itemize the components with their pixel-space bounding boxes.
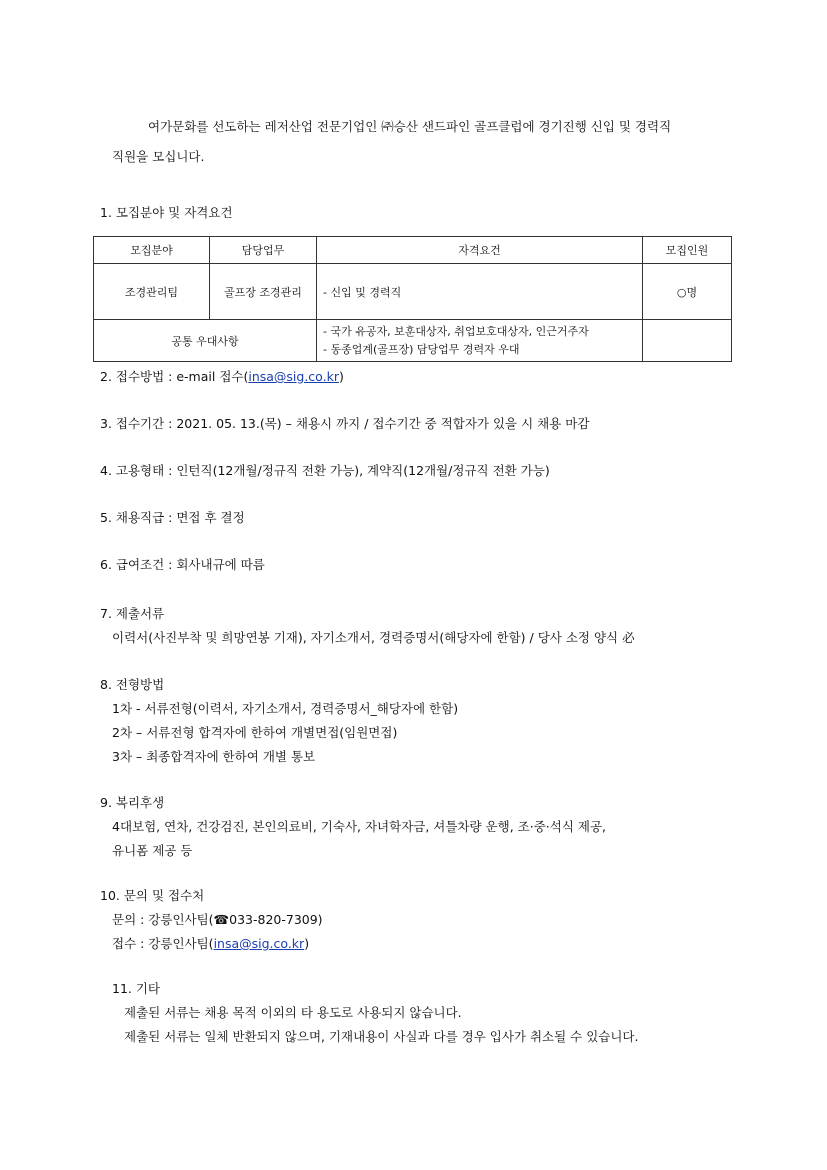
cell-count: ○명 bbox=[643, 264, 732, 320]
section-1-title-text: 1. 모집분야 및 자격요건 bbox=[100, 205, 233, 220]
section-4-text: 4. 고용형태 : 인턴직(12개월/정규직 전환 가능), 계약직(12개월/정규직 전환 가능) bbox=[100, 463, 550, 478]
section-11-line-1: 제출된 서류는 채용 목적 이외의 타 용도로 사용되지 않습니다. bbox=[124, 1005, 462, 1020]
pref-line-2: - 동종업계(골프장) 담당업무 경력자 우대 bbox=[323, 342, 520, 356]
list-item: 2차 – 서류전형 합격자에 한하여 개별면접(임원면접) bbox=[112, 725, 398, 740]
table-row bbox=[94, 264, 732, 320]
section-2-prefix: 2. 접수방법 : e-mail 접수( bbox=[100, 369, 249, 384]
cell-pref-empty bbox=[643, 320, 732, 362]
section-10 bbox=[100, 884, 323, 956]
section-11-line-2: 제출된 서류는 일체 반환되지 않으며, 기재내용이 사실과 다를 경우 입사가 취소될 수 있습니다. bbox=[124, 1029, 639, 1044]
section-6 bbox=[100, 555, 265, 575]
section-6-text: 6. 급여조건 : 회사내규에 따름 bbox=[100, 557, 265, 572]
cell-pref-details bbox=[317, 320, 643, 362]
list-item: 1차 - 서류전형(이력서, 자기소개서, 경력증명서_해당자에 한함) bbox=[112, 701, 459, 716]
section-9 bbox=[100, 791, 606, 863]
list-item: 3차 – 최종합격자에 한하여 개별 통보 bbox=[112, 749, 316, 764]
section-7-title: 7. 제출서류 bbox=[100, 606, 165, 621]
submit-prefix: 접수 : 강릉인사팀( bbox=[112, 936, 214, 951]
section-9-line-2: 유니폼 제공 등 bbox=[112, 843, 193, 858]
section-2 bbox=[100, 367, 344, 387]
cell-duty: 골프장 조경관리 bbox=[210, 264, 317, 320]
section-1-title bbox=[100, 203, 233, 223]
submit-suffix: ) bbox=[304, 936, 310, 951]
intro-line-2: 직원을 모십니다. bbox=[112, 149, 205, 164]
section-8-title: 8. 전형방법 bbox=[100, 677, 165, 692]
cell-field: 조경관리팀 bbox=[94, 264, 210, 320]
header-duty: 담당업무 bbox=[210, 237, 317, 264]
intro-paragraph bbox=[112, 112, 732, 172]
section-5 bbox=[100, 508, 245, 528]
section-10-title: 10. 문의 및 접수처 bbox=[100, 888, 205, 903]
section-9-line-1: 4대보험, 연차, 건강검진, 본인의료비, 기숙사, 자녀학자금, 셔틀차량 운행, 조·중·석식 제공, bbox=[112, 819, 606, 834]
section-3-text: 3. 접수기간 : 2021. 05. 13.(목) – 채용시 까지 / 접수기간 중 적합자가 있을 시 채용 마감 bbox=[100, 416, 590, 431]
header-count: 모집인원 bbox=[643, 237, 732, 264]
section-7 bbox=[100, 602, 635, 650]
section-2-suffix: ) bbox=[338, 369, 344, 384]
section-4 bbox=[100, 461, 550, 481]
requirements-table bbox=[93, 236, 732, 362]
section-7-body: 이력서(사진부착 및 희망연봉 기재), 자기소개서, 경력증명서(해당자에 한함) / 당사 소정 양식 必 bbox=[112, 630, 635, 645]
pref-line-1: - 국가 유공자, 보훈대상자, 취업보호대상자, 인근거주자 bbox=[323, 324, 589, 338]
intro-line-1: 여가문화를 선도하는 레저산업 전문기업인 ㈜승산 샌드파인 골프클럽에 경기진행 신입 및 경력직 bbox=[148, 119, 672, 134]
section-5-text: 5. 채용직급 : 면접 후 결정 bbox=[100, 510, 245, 525]
email-link[interactable]: insa@sig.co.kr bbox=[248, 369, 339, 384]
header-requirements: 자격요건 bbox=[317, 237, 643, 264]
section-11-title: 11. 기타 bbox=[112, 981, 161, 996]
cell-pref-label: 공통 우대사항 bbox=[94, 320, 317, 362]
email-link[interactable]: insa@sig.co.kr bbox=[213, 936, 305, 951]
table-header-row bbox=[94, 237, 732, 264]
inquiry-line: 문의 : 강릉인사팀(☎033-820-7309) bbox=[112, 912, 323, 927]
header-field: 모집분야 bbox=[94, 237, 210, 264]
section-8 bbox=[100, 673, 458, 769]
section-3 bbox=[100, 414, 589, 434]
section-9-title: 9. 복리후생 bbox=[100, 795, 165, 810]
table-row-preference bbox=[94, 320, 732, 362]
cell-requirements: - 신입 및 경력직 bbox=[317, 264, 643, 320]
section-11 bbox=[112, 977, 638, 1049]
submit-line bbox=[100, 932, 323, 956]
